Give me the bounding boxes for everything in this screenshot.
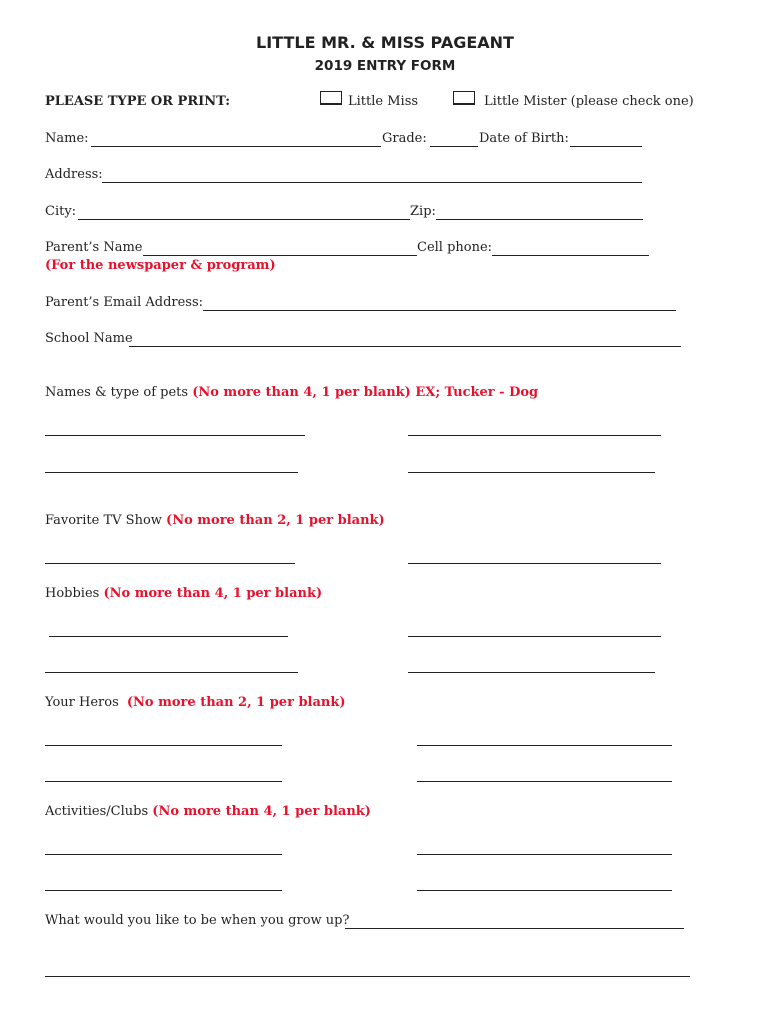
hobbies-note: (No more than 4, 1 per blank) [103, 586, 323, 601]
activity-field-1[interactable] [45, 854, 282, 855]
pet-field-1[interactable] [45, 435, 305, 436]
parent-email-label: Parent’s Email Address: [45, 295, 204, 310]
little-miss-checkbox[interactable] [320, 91, 342, 105]
hero-field-2[interactable] [417, 745, 672, 746]
pets-label-text: Names & type of pets [45, 385, 189, 400]
tv-show-note: (No more than 2, 1 per blank) [166, 513, 385, 528]
city-label: City: [45, 204, 77, 219]
type-or-print-instruction: PLEASE TYPE OR PRINT: [45, 94, 231, 109]
zip-field[interactable] [436, 219, 643, 220]
cell-phone-label: Cell phone: [417, 240, 493, 255]
tv-show-field-1[interactable] [45, 563, 295, 564]
activity-field-3[interactable] [45, 890, 282, 891]
parent-name-label: Parent’s Name [45, 240, 143, 255]
activities-label [45, 804, 371, 819]
grow-up-label: What would you like to be when you grow up? [45, 913, 350, 928]
hero-field-3[interactable] [45, 781, 282, 782]
heroes-label [45, 695, 346, 710]
tv-show-label [45, 513, 385, 528]
parent-email-field[interactable] [203, 310, 676, 311]
hobby-field-3[interactable] [45, 672, 298, 673]
activity-field-4[interactable] [417, 890, 672, 891]
hobby-field-2[interactable] [408, 636, 661, 637]
dob-label: Date of Birth: [479, 131, 569, 146]
little-mister-label: Little Mister (please check one) [484, 94, 694, 109]
grade-field[interactable] [430, 146, 478, 147]
tv-show-field-2[interactable] [408, 563, 661, 564]
pets-note: (No more than 4, 1 per blank) EX; Tucker - Dog [192, 385, 539, 400]
school-name-label: School Name [45, 331, 133, 346]
address-field[interactable] [102, 182, 642, 183]
zip-label: Zip: [410, 204, 436, 219]
parent-name-field[interactable] [143, 255, 417, 256]
cell-phone-field[interactable] [492, 255, 649, 256]
heroes-label-text: Your Heros [45, 695, 119, 710]
activity-field-2[interactable] [417, 854, 672, 855]
heroes-note: (No more than 2, 1 per blank) [126, 695, 346, 710]
name-field[interactable] [91, 146, 381, 147]
form-subtitle: 2019 ENTRY FORM [314, 58, 456, 74]
tv-show-label-text: Favorite TV Show [45, 513, 162, 528]
parent-name-note: (For the newspaper & program) [45, 258, 276, 273]
little-mister-checkbox[interactable] [453, 91, 475, 105]
city-field[interactable] [78, 219, 410, 220]
pet-field-2[interactable] [408, 435, 661, 436]
hobby-field-1[interactable] [49, 636, 288, 637]
dob-field[interactable] [570, 146, 642, 147]
name-label: Name: [45, 131, 89, 146]
pet-field-3[interactable] [45, 472, 298, 473]
activities-note: (No more than 4, 1 per blank) [152, 804, 371, 819]
address-label: Address: [45, 167, 103, 182]
hero-field-4[interactable] [417, 781, 672, 782]
grow-up-field[interactable] [345, 928, 684, 929]
activities-label-text: Activities/Clubs [45, 804, 149, 819]
hero-field-1[interactable] [45, 745, 282, 746]
grade-label: Grade: [382, 131, 427, 146]
form-title: LITTLE MR. & MISS PAGEANT [256, 33, 514, 52]
pets-label [45, 385, 538, 400]
little-miss-label: Little Miss [348, 94, 419, 109]
hobbies-label-text: Hobbies [45, 586, 100, 601]
hobbies-label [45, 586, 322, 601]
hobby-field-4[interactable] [408, 672, 655, 673]
pet-field-4[interactable] [408, 472, 655, 473]
school-name-field[interactable] [129, 346, 681, 347]
grow-up-field-continued[interactable] [45, 976, 690, 977]
